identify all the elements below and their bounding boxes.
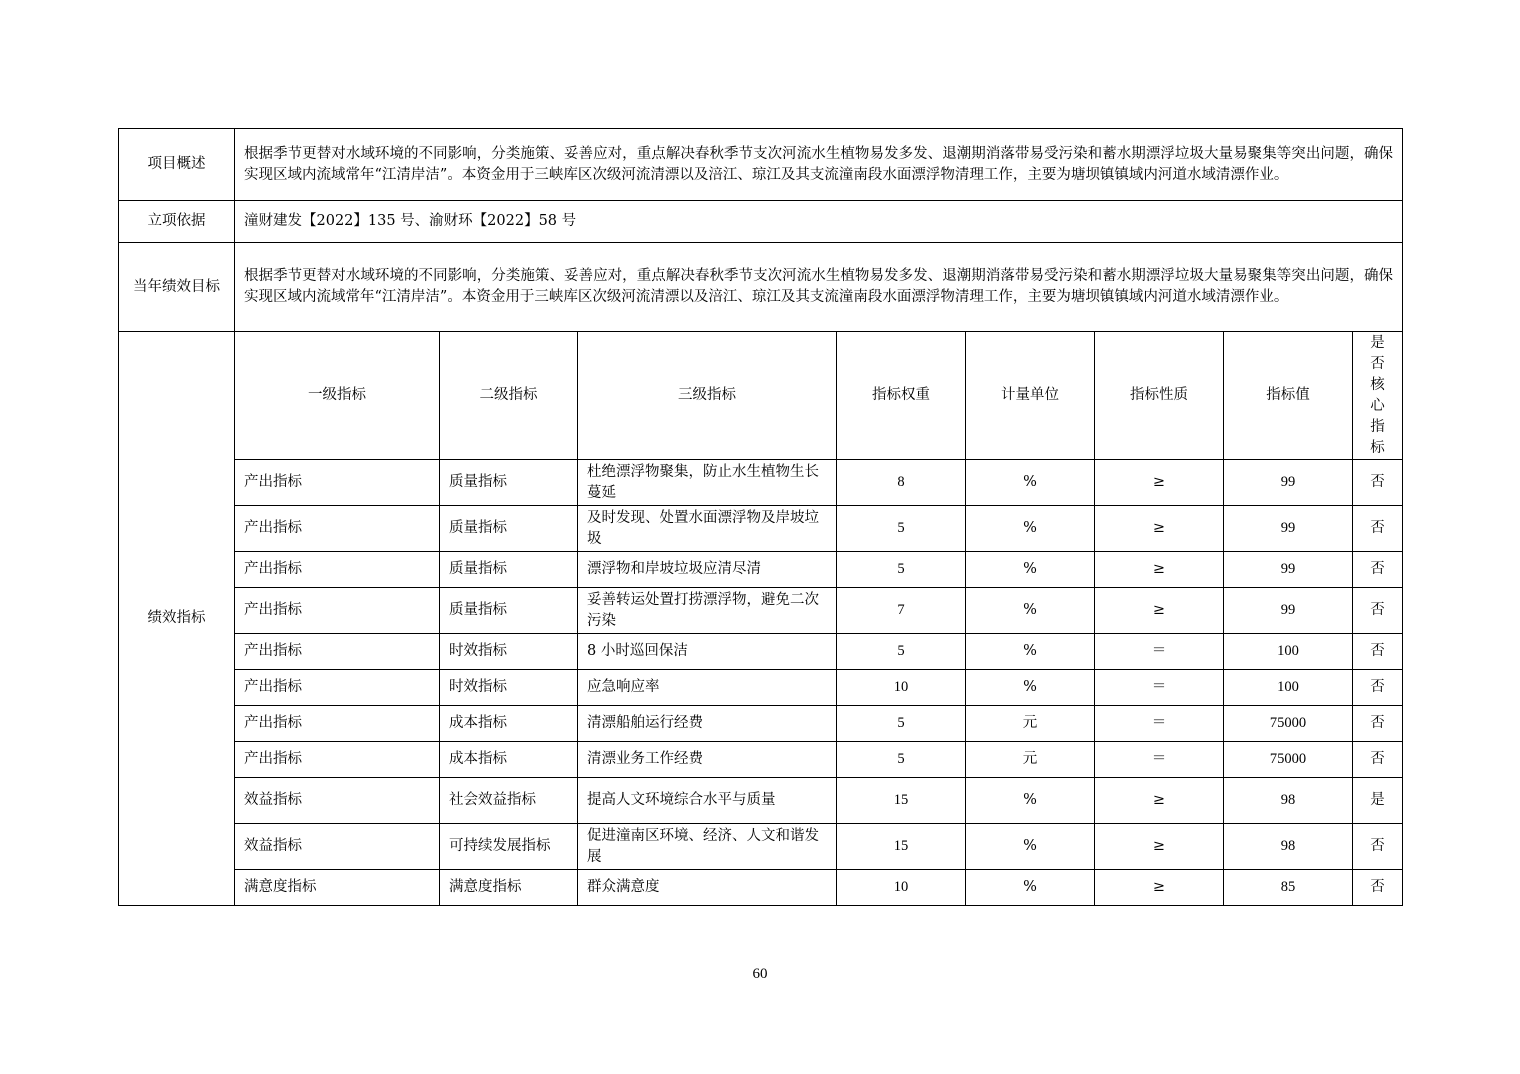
basis-text: 潼财建发【2022】135 号、渝财环【2022】58 号	[235, 201, 1403, 243]
value-cell: 100	[1224, 634, 1353, 670]
level1-cell: 产出指标	[235, 742, 440, 778]
value-cell: 99	[1224, 552, 1353, 588]
indicator-row	[119, 552, 1403, 588]
level3-cell: 应急响应率	[578, 670, 837, 706]
level1-cell: 产出指标	[235, 588, 440, 634]
header-value: 指标值	[1224, 332, 1353, 460]
indicator-row	[119, 824, 1403, 870]
level2-cell: 可持续发展指标	[440, 824, 578, 870]
nature-cell: ≥	[1095, 588, 1224, 634]
core-cell: 否	[1353, 670, 1403, 706]
overview-row	[119, 129, 1403, 201]
core-cell: 否	[1353, 552, 1403, 588]
value-cell: 99	[1224, 460, 1353, 506]
core-cell: 否	[1353, 588, 1403, 634]
level3-cell: 妥善转运处置打捞漂浮物，避免二次污染	[578, 588, 837, 634]
level1-cell: 产出指标	[235, 506, 440, 552]
value-cell: 85	[1224, 870, 1353, 906]
level1-cell: 产出指标	[235, 552, 440, 588]
level2-cell: 质量指标	[440, 552, 578, 588]
level1-cell: 满意度指标	[235, 870, 440, 906]
unit-cell: %	[966, 552, 1095, 588]
nature-cell: ≥	[1095, 824, 1224, 870]
level2-cell: 满意度指标	[440, 870, 578, 906]
unit-cell: %	[966, 460, 1095, 506]
indicator-row	[119, 706, 1403, 742]
unit-cell: %	[966, 670, 1095, 706]
indicator-row	[119, 634, 1403, 670]
unit-cell: %	[966, 588, 1095, 634]
level1-cell: 效益指标	[235, 824, 440, 870]
value-cell: 100	[1224, 670, 1353, 706]
header-level2: 二级指标	[440, 332, 578, 460]
header-weight: 指标权重	[837, 332, 966, 460]
indicator-row	[119, 670, 1403, 706]
level3-cell: 群众满意度	[578, 870, 837, 906]
level1-cell: 产出指标	[235, 460, 440, 506]
core-cell: 否	[1353, 824, 1403, 870]
nature-cell: ＝	[1095, 670, 1224, 706]
level1-cell: 产出指标	[235, 670, 440, 706]
indicator-row	[119, 742, 1403, 778]
level3-cell: 漂浮物和岸坡垃圾应清尽清	[578, 552, 837, 588]
value-cell: 98	[1224, 778, 1353, 824]
level1-cell: 产出指标	[235, 634, 440, 670]
core-cell: 否	[1353, 634, 1403, 670]
header-unit: 计量单位	[966, 332, 1095, 460]
level2-cell: 时效指标	[440, 670, 578, 706]
weight-cell: 5	[837, 634, 966, 670]
weight-cell: 15	[837, 824, 966, 870]
level3-cell: 及时发现、处置水面漂浮物及岸坡垃圾	[578, 506, 837, 552]
indicator-row	[119, 588, 1403, 634]
overview-label: 项目概述	[119, 129, 235, 201]
indicators-label: 绩效指标	[119, 332, 235, 906]
performance-target-table	[118, 128, 1403, 906]
core-cell: 否	[1353, 506, 1403, 552]
basis-label: 立项依据	[119, 201, 235, 243]
nature-cell: ＝	[1095, 742, 1224, 778]
page-number: 60	[752, 966, 768, 982]
nature-cell: ≥	[1095, 460, 1224, 506]
weight-cell: 15	[837, 778, 966, 824]
level1-cell: 产出指标	[235, 706, 440, 742]
annual-goal-label: 当年绩效目标	[119, 243, 235, 332]
core-cell: 否	[1353, 870, 1403, 906]
core-cell: 否	[1353, 742, 1403, 778]
header-level3: 三级指标	[578, 332, 837, 460]
unit-cell: %	[966, 870, 1095, 906]
value-cell: 98	[1224, 824, 1353, 870]
unit-cell: %	[966, 506, 1095, 552]
indicator-header-row	[119, 332, 1403, 460]
nature-cell: ＝	[1095, 634, 1224, 670]
weight-cell: 7	[837, 588, 966, 634]
unit-cell: %	[966, 634, 1095, 670]
header-nature: 指标性质	[1095, 332, 1224, 460]
weight-cell: 10	[837, 670, 966, 706]
unit-cell: %	[966, 778, 1095, 824]
level3-cell: 杜绝漂浮物聚集，防止水生植物生长蔓延	[578, 460, 837, 506]
level2-cell: 成本指标	[440, 742, 578, 778]
nature-cell: ≥	[1095, 778, 1224, 824]
level2-cell: 质量指标	[440, 506, 578, 552]
level3-cell: 清漂船舶运行经费	[578, 706, 837, 742]
core-cell: 否	[1353, 706, 1403, 742]
level3-cell: 提高人文环境综合水平与质量	[578, 778, 837, 824]
weight-cell: 5	[837, 506, 966, 552]
core-cell: 否	[1353, 460, 1403, 506]
level3-cell: 清漂业务工作经费	[578, 742, 837, 778]
annual-goal-row	[119, 243, 1403, 332]
indicator-row	[119, 460, 1403, 506]
level2-cell: 质量指标	[440, 588, 578, 634]
core-cell: 是	[1353, 778, 1403, 824]
value-cell: 99	[1224, 506, 1353, 552]
unit-cell: 元	[966, 706, 1095, 742]
weight-cell: 8	[837, 460, 966, 506]
nature-cell: ＝	[1095, 706, 1224, 742]
value-cell: 99	[1224, 588, 1353, 634]
header-core-text: 是否核心指标	[1370, 334, 1385, 456]
value-cell: 75000	[1224, 742, 1353, 778]
level2-cell: 社会效益指标	[440, 778, 578, 824]
level3-cell: 8 小时巡回保洁	[578, 634, 837, 670]
unit-cell: %	[966, 824, 1095, 870]
indicator-row	[119, 506, 1403, 552]
level2-cell: 时效指标	[440, 634, 578, 670]
level1-cell: 效益指标	[235, 778, 440, 824]
value-cell: 75000	[1224, 706, 1353, 742]
header-core	[1353, 332, 1403, 460]
basis-row	[119, 201, 1403, 243]
weight-cell: 5	[837, 742, 966, 778]
level3-cell: 促进潼南区环境、经济、人文和谐发展	[578, 824, 837, 870]
level2-cell: 质量指标	[440, 460, 578, 506]
weight-cell: 5	[837, 706, 966, 742]
overview-text: 根据季节更替对水域环境的不同影响，分类施策、妥善应对，重点解决春秋季节支次河流水生植物易发多发、退潮期消落带易受污染和蓄水期漂浮垃圾大量易聚集等突出问题，确保实现区域内流域常年“江清岸洁”。本资金用于三峡库区次级河流清漂以及涪江、琼江及其支流潼南段水面漂浮物清理工作，主要为塘坝镇镇域内河道水域清漂作业。	[235, 129, 1403, 201]
level2-cell: 成本指标	[440, 706, 578, 742]
unit-cell: 元	[966, 742, 1095, 778]
nature-cell: ≥	[1095, 870, 1224, 906]
weight-cell: 10	[837, 870, 966, 906]
nature-cell: ≥	[1095, 552, 1224, 588]
indicator-row	[119, 778, 1403, 824]
annual-goal-text: 根据季节更替对水域环境的不同影响，分类施策、妥善应对，重点解决春秋季节支次河流水生植物易发多发、退潮期消落带易受污染和蓄水期漂浮垃圾大量易聚集等突出问题，确保实现区域内流域常年“江清岸洁”。本资金用于三峡库区次级河流清漂以及涪江、琼江及其支流潼南段水面漂浮物清理工作，主要为塘坝镇镇域内河道水域清漂作业。	[235, 243, 1403, 332]
indicator-row	[119, 870, 1403, 906]
nature-cell: ≥	[1095, 506, 1224, 552]
weight-cell: 5	[837, 552, 966, 588]
header-level1: 一级指标	[235, 332, 440, 460]
